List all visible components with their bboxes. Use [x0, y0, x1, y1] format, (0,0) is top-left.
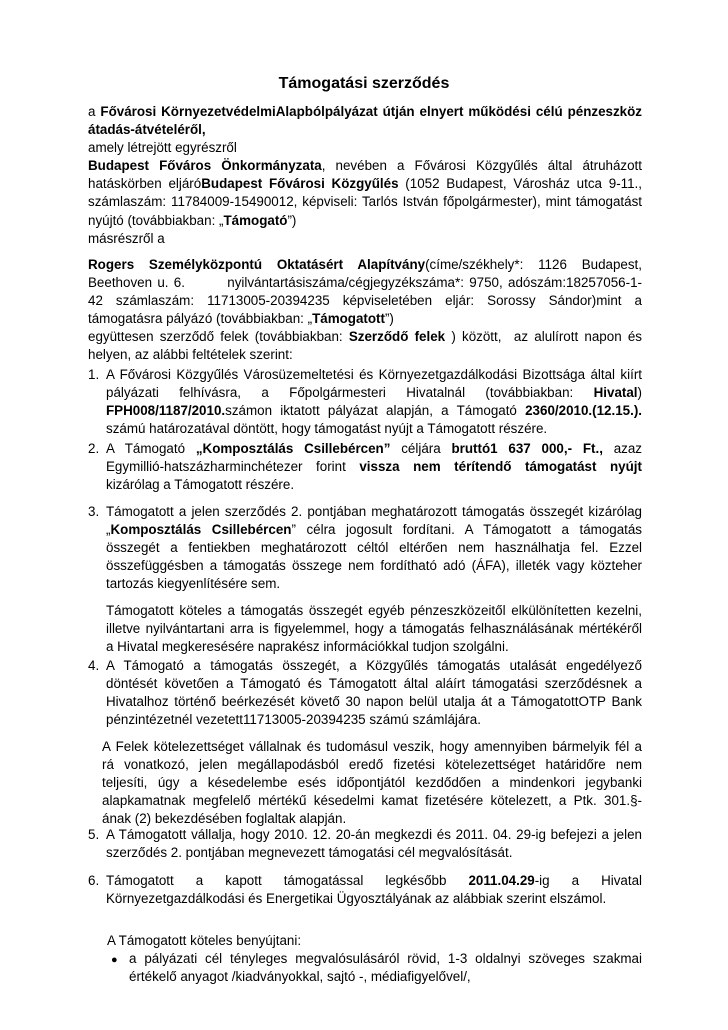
section-3-paragraph-2 — [106, 602, 642, 656]
s3-line-5: tartozás kiegyenlítésére sem. — [106, 576, 281, 592]
section-4-number: 4. — [88, 658, 100, 673]
party2-line-4: támogatásra pályázó (továbbiakban: „Támogatott”) — [88, 311, 394, 327]
intro-line-7: nyújtó (továbbiakban: „Támogató”) — [88, 212, 297, 228]
s6-line-1: Támogatott a kapott támogatással legkésőbb 2011.04.29-ig a Hivatal — [106, 873, 643, 888]
s5-line-2: szerződés 2. pontjában megnevezett támogatási cél megvalósítását. — [106, 845, 513, 861]
bullet-1-line-1: a pályázati cél tényleges megvalósulásáról rövid, 1-3 oldalnyi szöveges szakmai — [129, 951, 642, 966]
s4-line-2: döntését követően a Támogató és Támogatott által aláírt támogatási szerződésnek a — [106, 676, 642, 692]
s1-line-4: számú határozatával döntött, hogy támogatást nyújt a Támogatott részére. — [106, 421, 548, 437]
intro-line-3: amely létrejött egyrészről — [88, 140, 237, 156]
party2-line-5: együttesen szerződő felek (továbbiakban: Szerződő felek ) között, az alulírott napon és — [88, 329, 642, 345]
s3-line-3: összegét a fentiekben meghatározott céltól eltérően nem használhatja fel. Ezzel — [106, 540, 642, 556]
intro-paragraph — [88, 103, 642, 248]
section-5-text — [106, 826, 642, 862]
s4-p2-line-3: teljesíti, úgy a késedelembe esés időpontjától kezdődően a mindenkori jegybanki — [102, 775, 642, 791]
section-2-number: 2. — [88, 441, 100, 456]
document-title: Támogatási szerződés — [278, 75, 450, 92]
s4-p2-line-5: ának (2) bekezdésében foglaltak alapján. — [102, 811, 347, 827]
s3-line-1: Támogatott a jelen szerződés 2. pontjában meghatározott támogatás összegét kizárólag — [106, 504, 642, 519]
s2-line-3: kizárólag a Támogatott részére. — [106, 477, 295, 493]
intro-line-6: számlaszám: 11784009-15490012, képviseli: Tarlós István főpolgármester), mint támogatást — [88, 194, 642, 210]
s1-line-2: pályázati felhívásra, a Főpolgármesteri Hivatalnál (továbbiakban: Hivatal) — [106, 385, 642, 401]
s6-p2-line-1: A Támogatott köteles benyújtani: — [107, 933, 302, 948]
s6-line-2: Környezetgazdálkodási és Energetikai Ügyosztályának az alábbiak szerint elszámol. — [106, 891, 607, 907]
section-6-text — [106, 872, 642, 908]
s4-p2-line-1: A Felek kötelezettséget vállalnak és tudomásul veszik, hogy amennyiben bármelyik fél a — [102, 739, 642, 754]
party2-paragraph — [88, 256, 642, 365]
section-3-text — [106, 503, 642, 593]
s4-p2-line-4: alapkamatnak megfelelő mértékű késedelmi kamat fizetésére kötelezett, a Ptk. 301.§- — [102, 793, 642, 809]
s3-line-4: összefüggésben a támogatás összege nem fordítható adó (ÁFA), illeték vagy közteher — [106, 558, 642, 574]
intro-line-2: átadás-átvételéről, — [88, 122, 206, 138]
party2-line-3: 42 számlaszám: 11713005-20394235 képviseletében eljár: Sorossy Sándor)mint a — [88, 293, 642, 309]
s4-line-1: A Támogató a támogatás összegét, a Közgyűlés támogatás utalását engedélyező — [106, 658, 642, 673]
section-5-number: 5. — [88, 827, 100, 842]
bullet-icon: ● — [111, 954, 118, 966]
s3-p2-line-1: Támogatott köteles a támogatás összegét egyéb pénzeszközeitől elkülönítetten kezelni, — [106, 603, 642, 618]
bullet-item-1 — [129, 950, 642, 986]
party2-line-2: Beethoven u. 6. nyilvántartásiszáma/cégjegyzékszáma*: 9750, adószám:18257056-1- — [88, 275, 642, 291]
section-1-text — [106, 366, 642, 438]
section-4-text — [106, 657, 642, 729]
intro-line-8: másrészről a — [88, 230, 165, 246]
section-6-number: 6. — [88, 873, 100, 888]
s4-line-4: pénzintézetnél vezetett11713005-20394235 számú számlájára. — [106, 712, 481, 728]
section-6-paragraph-2 — [107, 932, 647, 950]
intro-line-5: hatáskörben eljáróBudapest Fővárosi Közgyűlés (1052 Budapest, Városház utca 9-11., — [88, 176, 642, 192]
s2-line-1: A Támogató „Komposztálás Csillebércen” céljára bruttó1 637 000,- Ft., azaz — [106, 441, 643, 456]
intro-line-1: a Fővárosi KörnyezetvédelmiAlapbólpályázat útján elnyert működési célú pénzeszköz — [88, 104, 642, 119]
s4-line-3: Hivatalhoz történő beérkezését követő 30 napon belül utalja át a TámogatottOTP Bank — [106, 694, 642, 710]
s1-line-3: FPH008/1187/2010.számon iktatott pályázat alapján, a Támogató 2360/2010.(12.15.). — [106, 403, 642, 419]
s3-p2-line-3: a Hivatal megkeresésére naprakész információkkal tudjon szolgálni. — [106, 639, 509, 655]
party2-line-6: helyen, az alábbi feltételek szerint: — [88, 347, 293, 363]
s2-line-2: Egymillió-hatszázharminchétezer forint vissza nem térítendő támogatást nyújt — [106, 459, 642, 475]
party2-line-1: Rogers Személyközpontú Oktatásért Alapítvány(címe/székhely*: 1126 Budapest, — [88, 257, 642, 272]
section-2-text — [106, 440, 642, 494]
section-4-paragraph-2 — [102, 738, 642, 828]
s3-line-2: „Komposztálás Csillebércen” célra jogosult fordítani. A Támogatott a támogatás — [106, 522, 643, 538]
s3-p2-line-2: illetve nyilvántartani arra is figyelemmel, hogy a támogatás felhasználásának mértékéről — [106, 621, 642, 637]
section-1-number: 1. — [88, 367, 100, 382]
intro-line-4: Budapest Főváros Önkormányzata, nevében a Fővárosi Közgyűlés által átruházott — [88, 158, 642, 174]
s5-line-1: A Támogatott vállalja, hogy 2010. 12. 20-án megkezdi és 2011. 04. 29-ig befejezi a jelen — [106, 827, 642, 842]
bullet-1-line-2: értékelő anyagot /kiadványokkal, sajtó -, médiafigyelővel/, — [129, 969, 471, 985]
section-3-number: 3. — [88, 504, 100, 519]
s1-line-1: A Fővárosi Közgyűlés Városüzemeltetési és Környezetgazdálkodási Bizottsága által kiírt — [106, 367, 642, 382]
s4-p2-line-2: rá vonatkozó, jelen megállapodásból eredő fizetési kötelezettséget határidőre nem — [102, 757, 642, 773]
